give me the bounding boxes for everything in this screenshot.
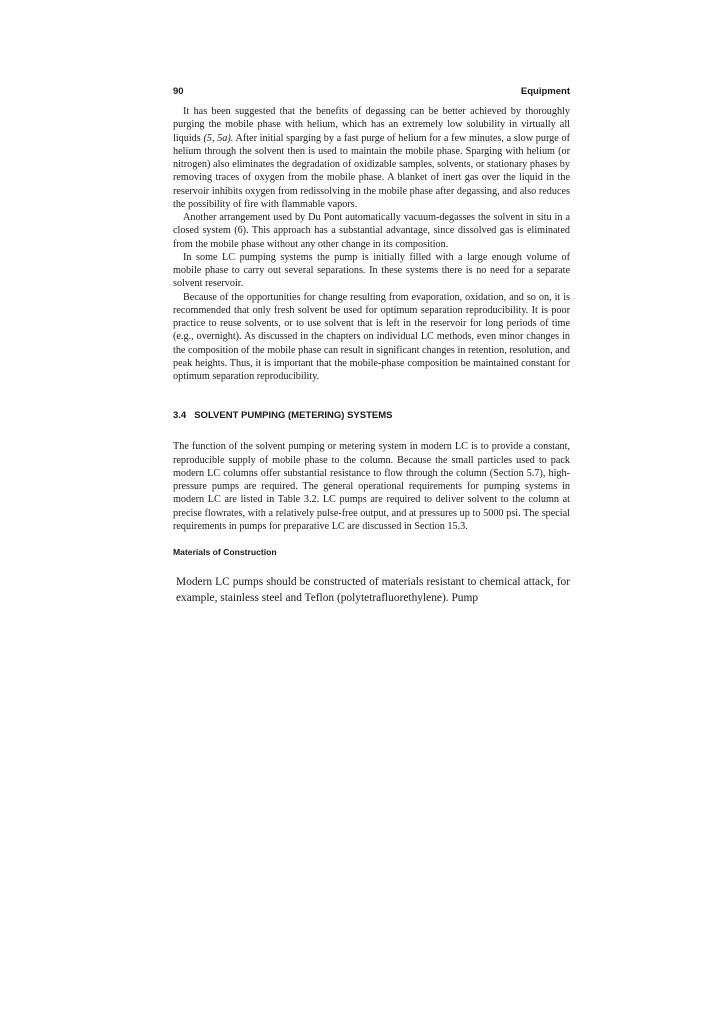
paragraph: The function of the solvent pumping or metering system in modern LC is to provide a constant, reproducible supply of mobile phase to the column. Because the small particles used to pack modern LC columns offer substantial resistance to flow through the column (Section 5.7), high-pressure pumps are required. The general operational requirements for pumping systems in modern LC are listed in Table 3.2. LC pumps are required to deliver solvent to the column at precise flowrates, with a relatively pulse-free output, and at pressures up to 5000 psi. The special requirements in pumps for preparative LC are discussed in Section 15.3.: [173, 441, 570, 533]
paragraph-text: After initial sparging by a fast purge of helium for a few minutes, a slow purge of helium through the solvent then is used to maintain the mobile phase. Sparging with helium (or nitrogen) also eliminates the degradation of oxidizable samples, solvents, or stationary phases by removing traces of oxygen from the mobile phase. A blanket of inert gas over the liquid in the reservoir inhibits oxygen from redissolving in the mobile phase after degassing, and also reduces the possibility of fire with flammable vapors.: [173, 132, 570, 210]
paragraph: Modern LC pumps should be constructed of materials resistant to chemical attack, for example, stainless steel and Teflon (polytetrafluorethylene). Pump: [176, 576, 570, 604]
body-text: [173, 105, 570, 383]
running-title: Equipment: [520, 86, 570, 97]
subsection-heading: Materials of Construction: [173, 547, 277, 558]
paragraph: In some LC pumping systems the pump is initially filled with a large enough volume of mobile phase to carry out several separations. In these systems there is no need for a separate solvent reservoir.: [173, 251, 570, 290]
section-number: 3.4: [173, 410, 187, 422]
citation: (5, 5a).: [203, 132, 234, 144]
subsection-body: [173, 575, 570, 606]
page-number: 90: [173, 86, 184, 97]
book-page: [173, 86, 570, 606]
section-heading: [173, 410, 570, 422]
running-head: [173, 86, 570, 98]
paragraph: Another arrangement used by Du Pont automatically vacuum-degasses the solvent in situ in a closed system (6). This approach has a substantial advantage, since dissolved gas is eliminated from the mobile phase without any other change in its composition.: [173, 212, 570, 250]
section-title: SOLVENT PUMPING (METERING) SYSTEMS: [194, 410, 393, 422]
paragraph: Because of the opportunities for change resulting from evaporation, oxidation, and so on, it is recommended that only fresh solvent be used for optimum separation reproducibility. It is poor practice to reuse solvents, or to use solvent that is left in the reservoir for long periods of time (e.g., overnight). As discussed in the chapters on individual LC methods, even minor changes in the composition of the mobile phase can result in significant changes in retention, resolution, and peak heights. Thus, it is important that the mobile-phase composition be maintained constant for optimum separation reproducibility.: [173, 291, 570, 382]
paragraph-text: It has been suggested that the benefits of degassing can be better achieved by thoroughly purging the mobile phase with helium, which has an extremely low solubility in virtually all liquids: [173, 106, 570, 144]
paragraph: [173, 105, 570, 211]
section-body: [173, 440, 570, 533]
